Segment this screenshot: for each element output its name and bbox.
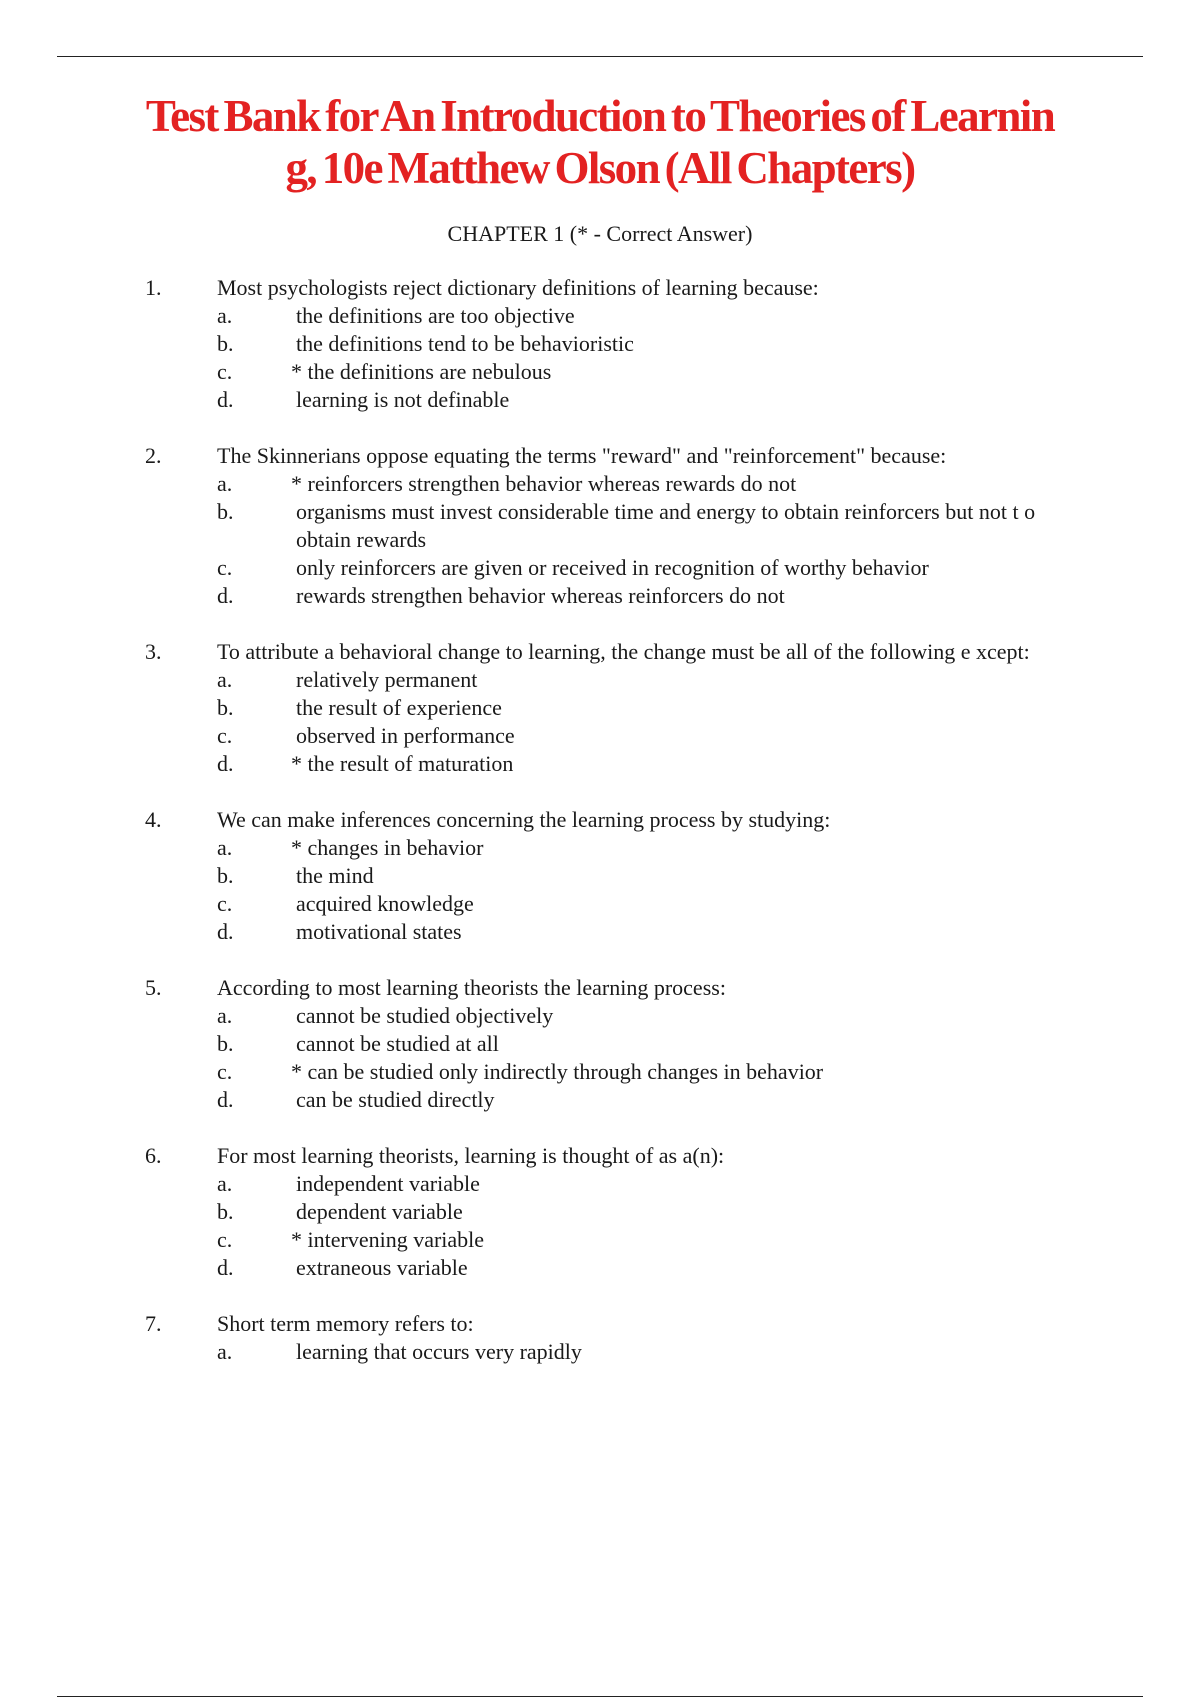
answer-choices: [0, 1338, 1200, 1366]
choice-letter: a.: [217, 303, 233, 328]
choice-letter: d.: [217, 1087, 234, 1112]
question-text: To attribute a behavioral change to learning, the change must be all of the following e xcept:: [217, 639, 1030, 664]
question-text: The Skinnerians oppose equating the terms "reward" and "reinforcement" because:: [217, 443, 947, 468]
choice-letter: c.: [217, 1059, 233, 1084]
question-text: Short term memory refers to:: [217, 1311, 474, 1336]
document-title-line-2: g, 10e Matthew Olson (All Chapters): [285, 143, 915, 193]
choice-letter: c.: [217, 723, 233, 748]
question-item-3: [0, 638, 1200, 778]
document-title-line-1: Test Bank for An Introduction to Theories of Learnin: [145, 91, 1055, 141]
question-text: Most psychologists reject dictionary definitions of learning because:: [217, 275, 819, 300]
answer-choice: [0, 918, 1076, 946]
answer-choice: [0, 554, 1076, 582]
question-number: 5.: [145, 975, 162, 1000]
answer-choice-correct: [0, 1226, 1076, 1254]
choice-text: cannot be studied at all: [296, 1031, 499, 1056]
choice-text: * the definitions are nebulous: [291, 359, 552, 384]
top-divider: [57, 56, 1143, 57]
choice-text: only reinforcers are given or received in recognition of worthy behavior: [296, 555, 929, 580]
choice-text: extraneous variable: [296, 1255, 468, 1280]
question-row: [0, 806, 1073, 834]
question-item-4: [0, 806, 1200, 946]
answer-choice: [0, 666, 1076, 694]
choice-text: * changes in behavior: [291, 835, 484, 860]
answer-choice: [0, 1198, 1076, 1226]
document-title: [100, 90, 1100, 194]
answer-choices: [0, 1002, 1200, 1114]
choice-text: independent variable: [296, 1171, 480, 1196]
choice-text: * intervening variable: [291, 1227, 485, 1252]
choice-text: learning is not definable: [296, 387, 510, 412]
choice-text: * can be studied only indirectly through changes in behavior: [291, 1059, 824, 1084]
answer-choice: [0, 1086, 1076, 1114]
answer-choice-correct: [0, 750, 1076, 778]
question-item-7: [0, 1310, 1200, 1366]
question-number: 2.: [145, 443, 162, 468]
choice-letter: c.: [217, 1227, 233, 1252]
choice-letter: c.: [217, 555, 233, 580]
answer-choice: [0, 694, 1076, 722]
answer-choice: [0, 1338, 1076, 1366]
choice-text: acquired knowledge: [296, 891, 474, 916]
choice-letter: a.: [217, 471, 233, 496]
choice-letter: a.: [217, 835, 233, 860]
question-text: We can make inferences concerning the learning process by studying:: [217, 807, 831, 832]
choice-letter: d.: [217, 919, 234, 944]
question-row: [0, 274, 1073, 302]
answer-choice-correct: [0, 358, 1076, 386]
choice-letter: c.: [217, 891, 233, 916]
choice-letter: a.: [217, 667, 233, 692]
answer-choice: [0, 722, 1076, 750]
choice-letter: a.: [217, 1171, 233, 1196]
choice-letter: d.: [217, 583, 234, 608]
choice-text: cannot be studied objectively: [296, 1003, 554, 1028]
choice-text: motivational states: [296, 919, 462, 944]
choice-letter: b.: [217, 863, 234, 888]
choice-text: * the result of maturation: [291, 751, 514, 776]
question-number: 3.: [145, 639, 162, 664]
choice-letter: b.: [217, 331, 234, 356]
choice-letter: a.: [217, 1003, 233, 1028]
question-number: 6.: [145, 1143, 162, 1168]
choice-text: the definitions are too objective: [296, 303, 575, 328]
question-number: 4.: [145, 807, 162, 832]
choice-letter: a.: [217, 1339, 233, 1364]
choice-text: the definitions tend to be behavioristic: [296, 331, 634, 356]
chapter-heading: CHAPTER 1 (* - Correct Answer): [447, 221, 753, 246]
choice-text: relatively permanent: [296, 667, 478, 692]
answer-choices: [0, 302, 1200, 414]
answer-choice-correct: [0, 470, 1076, 498]
bottom-divider: [57, 1696, 1143, 1697]
choice-text: the result of experience: [296, 695, 502, 720]
answer-choices: [0, 666, 1200, 778]
answer-choice: [0, 302, 1076, 330]
answer-choice: [0, 1254, 1076, 1282]
answer-choice-correct: [0, 834, 1076, 862]
answer-choices: [0, 470, 1200, 610]
question-text: For most learning theorists, learning is thought of as a(n):: [217, 1143, 725, 1168]
choice-letter: d.: [217, 1255, 234, 1280]
choice-letter: d.: [217, 751, 234, 776]
choice-text: the mind: [296, 863, 374, 888]
choice-letter: b.: [217, 1031, 234, 1056]
choice-letter: b.: [217, 499, 234, 524]
question-row: [0, 442, 1073, 470]
answer-choice: [0, 862, 1076, 890]
choice-text: dependent variable: [296, 1199, 463, 1224]
question-number: 7.: [145, 1311, 162, 1336]
question-item-1: [0, 274, 1200, 414]
choice-text: observed in performance: [296, 723, 515, 748]
question-item-6: [0, 1142, 1200, 1282]
answer-choice: [0, 1002, 1076, 1030]
question-number: 1.: [145, 275, 162, 300]
choice-text: rewards strengthen behavior whereas reinforcers do not: [296, 583, 785, 608]
answer-choice: [0, 386, 1076, 414]
answer-choice: [0, 582, 1076, 610]
answer-choice: [0, 890, 1076, 918]
choice-letter: d.: [217, 387, 234, 412]
answer-choice: [0, 498, 1076, 554]
answer-choices: [0, 834, 1200, 946]
question-row: [0, 1142, 1073, 1170]
question-row: [0, 974, 1073, 1002]
question-text: According to most learning theorists the learning process:: [217, 975, 726, 1000]
question-row: [0, 1310, 1073, 1338]
answer-choices: [0, 1170, 1200, 1282]
question-list: [0, 274, 1200, 1394]
choice-letter: c.: [217, 359, 233, 384]
choice-text: organisms must invest considerable time and energy to obtain reinforcers but not t o obtain rewards: [296, 499, 1036, 552]
answer-choice: [0, 330, 1076, 358]
answer-choice-correct: [0, 1058, 1076, 1086]
question-item-2: [0, 442, 1200, 610]
choice-text: * reinforcers strengthen behavior whereas rewards do not: [291, 471, 797, 496]
question-item-5: [0, 974, 1200, 1114]
choice-letter: b.: [217, 695, 234, 720]
choice-text: learning that occurs very rapidly: [296, 1339, 582, 1364]
answer-choice: [0, 1030, 1076, 1058]
choice-letter: b.: [217, 1199, 234, 1224]
question-row: [0, 638, 1073, 666]
choice-text: can be studied directly: [296, 1087, 495, 1112]
answer-choice: [0, 1170, 1076, 1198]
